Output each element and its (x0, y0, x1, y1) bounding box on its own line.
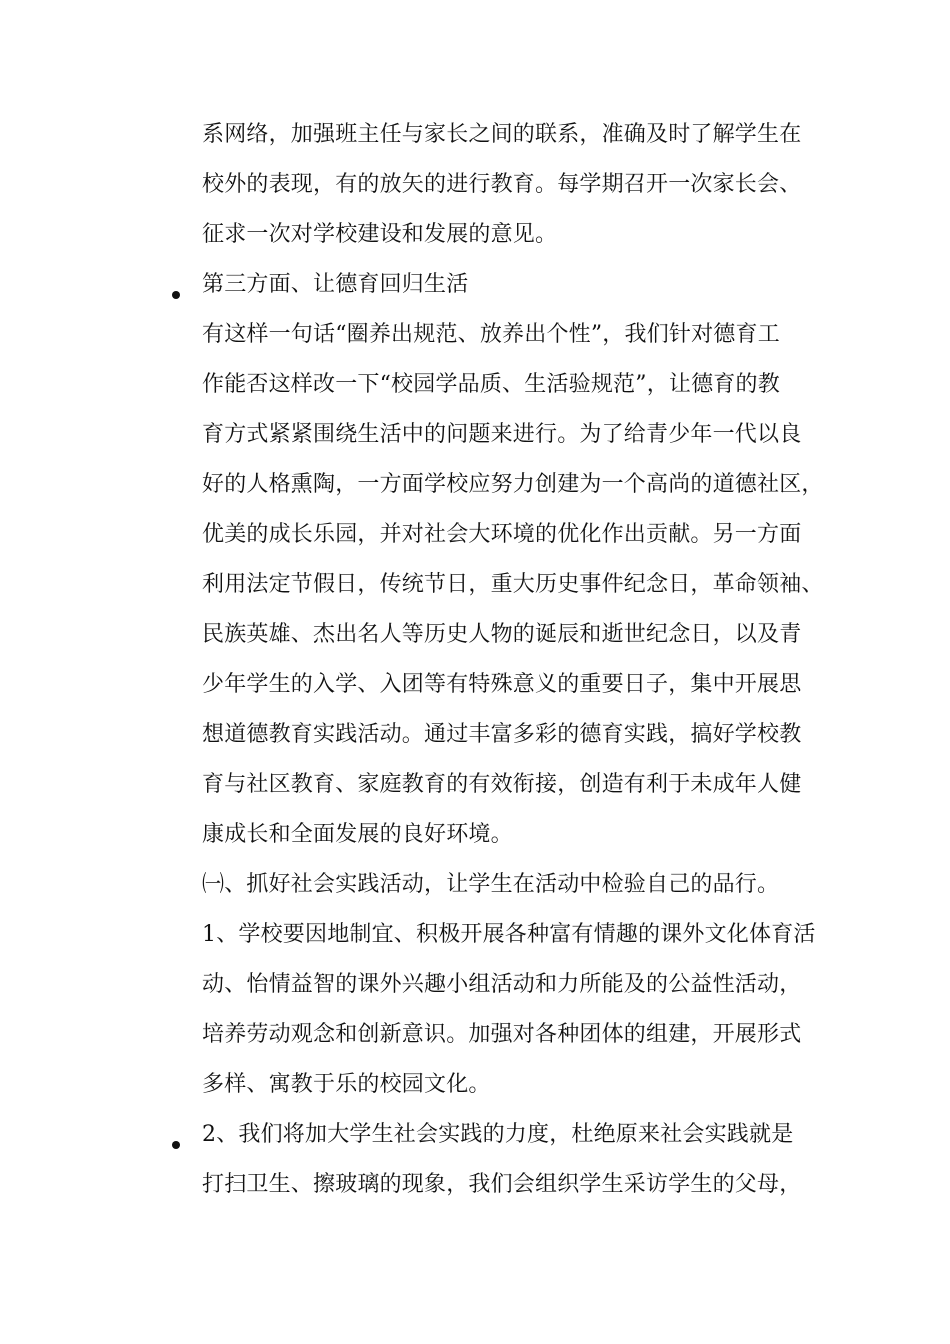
paragraph-line: 动、怡情益智的课外兴趣小组活动和力所能及的公益性活动， (202, 972, 802, 997)
paragraph-line: 好的人格熏陶，一方面学校应努力创建为一个高尚的道德社区， (202, 472, 824, 497)
paragraph-line: 民族英雄、杰出名人等历史人物的诞辰和逝世纪念日，以及青 (202, 622, 802, 647)
paragraph-line: 利用法定节假日，传统节日，重大历史事件纪念日，革命领袖、 (202, 572, 824, 597)
paragraph-line: 多样、寓教于乐的校园文化。 (202, 1072, 491, 1097)
paragraph-line: 优美的成长乐园，并对社会大环境的优化作出贡献。另一方面 (202, 522, 802, 547)
paragraph-line: 育方式紧紧围绕生活中的问题来进行。为了给青少年一代以良 (202, 422, 802, 447)
section-heading: 第三方面、让德育回归生活 (202, 272, 469, 297)
paragraph-line: 作能否这样改一下“校园学品质、生活验规范”，让德育的教 (202, 372, 780, 397)
paragraph-line: 有这样一句话“圈养出规范、放养出个性”，我们针对德育工 (202, 322, 780, 347)
paragraph-line: 1、学校要因地制宜、积极开展各种富有情趣的课外文化体育活 (202, 922, 816, 947)
bullet-icon (172, 291, 180, 299)
paragraph-line: 育与社区教育、家庭教育的有效衔接，创造有利于未成年人健 (202, 772, 802, 797)
paragraph-line: 校外的表现，有的放矢的进行教育。每学期召开一次家长会、 (202, 172, 802, 197)
bullet-icon (172, 1141, 180, 1149)
subsection-heading: ㈠、抓好社会实践活动，让学生在活动中检验自己的品行。 (202, 872, 780, 897)
paragraph-line: 少年学生的入学、入团等有特殊意义的重要日子，集中开展思 (202, 672, 802, 697)
paragraph-line: 征求一次对学校建设和发展的意见。 (202, 222, 558, 247)
paragraph-line: 打扫卫生、擦玻璃的现象，我们会组织学生采访学生的父母， (202, 1172, 802, 1197)
paragraph-line: 培养劳动观念和创新意识。加强对各种团体的组建，开展形式 (202, 1022, 802, 1047)
paragraph-line: 想道德教育实践活动。通过丰富多彩的德育实践，搞好学校教 (202, 722, 802, 747)
paragraph-line: 康成长和全面发展的良好环境。 (202, 822, 513, 847)
paragraph-line: 2、我们将加大学生社会实践的力度，杜绝原来社会实践就是 (202, 1122, 794, 1147)
paragraph-line: 系网络，加强班主任与家长之间的联系，准确及时了解学生在 (202, 122, 802, 147)
